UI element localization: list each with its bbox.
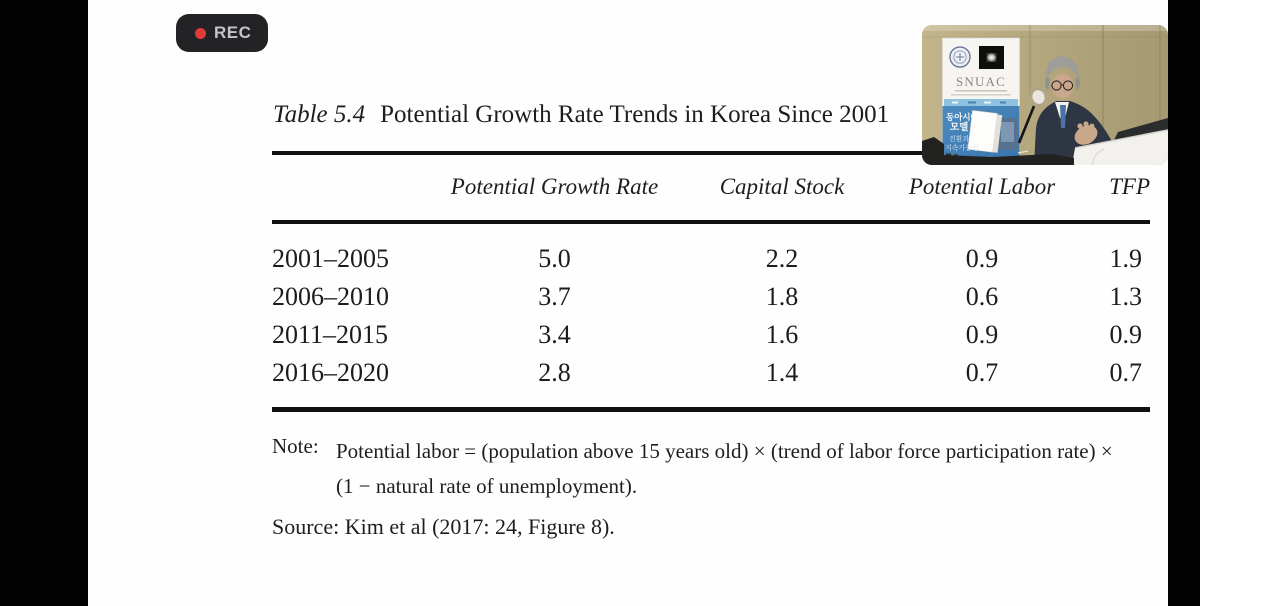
note-text [336, 434, 1156, 504]
note-line-2: (1 − natural rate of unemployment). [336, 474, 638, 498]
value-cell: 1.6 [765, 320, 799, 349]
recording-indicator [176, 14, 268, 52]
table-row [272, 240, 1150, 278]
rec-label: REC [214, 23, 252, 42]
table-row [272, 278, 1150, 316]
book-title-line: 지속가능성 [945, 144, 979, 152]
value-cell: 1.3 [1109, 282, 1142, 311]
book-title-line: 모델 [950, 122, 969, 133]
table-header-row [272, 156, 1150, 218]
column-header-tfp: TFP [1109, 174, 1150, 199]
presenter-video[interactable] [922, 25, 1168, 165]
table-title-text: Potential Growth Rate Trends in Korea Since 2001 [380, 101, 890, 128]
table-source: Source: Kim et al (2017: 24, Figure 8). [272, 514, 615, 539]
table-number: Table 5.4 [273, 101, 366, 128]
column-header-capital-stock: Capital Stock [719, 174, 845, 199]
letterbox-right [1168, 0, 1200, 606]
column-header-potential-growth-rate: Potential Growth Rate [450, 174, 659, 199]
value-cell: 3.4 [538, 320, 571, 349]
snuac-banner [943, 38, 1020, 158]
table-body [272, 224, 1150, 392]
book-title-line: 전환과 [949, 135, 970, 143]
table-row [272, 316, 1150, 354]
table-rule-bottom [272, 407, 1150, 412]
value-cell: 0.7 [1109, 358, 1142, 387]
value-cell: 5.0 [538, 244, 571, 273]
value-cell: 0.9 [1109, 320, 1142, 349]
letterbox-left [0, 0, 88, 606]
value-cell: 0.7 [965, 358, 999, 387]
presenter-video-frame [922, 25, 1168, 165]
value-cell: 1.9 [1109, 244, 1142, 273]
period-cell: 2006–2010 [272, 282, 389, 311]
record-dot-icon [195, 28, 206, 39]
book-title-line: 동아시아 [946, 113, 979, 123]
value-cell: 2.8 [538, 358, 571, 387]
table-row [272, 354, 1150, 392]
note-label: Note: [272, 434, 319, 458]
table-title [273, 101, 889, 129]
android-navbar [1200, 0, 1280, 606]
book-cover [943, 106, 1020, 158]
value-cell: 1.4 [765, 358, 799, 387]
value-cell: 0.9 [965, 320, 999, 349]
value-cell: 0.6 [965, 282, 999, 311]
value-cell: 2.2 [765, 244, 799, 273]
banner-logo-text: SNUAC [955, 74, 1007, 89]
note-line-1: Potential labor = (population above 15 years old) × (trend of labor force participation rate) × [336, 439, 1113, 463]
column-header-potential-labor: Potential Labor [908, 174, 1056, 199]
value-cell: 3.7 [538, 282, 571, 311]
period-cell: 2016–2020 [272, 358, 389, 387]
value-cell: 1.8 [765, 282, 799, 311]
period-cell: 2001–2005 [272, 244, 389, 273]
value-cell: 0.9 [965, 244, 999, 273]
period-cell: 2011–2015 [272, 320, 389, 349]
